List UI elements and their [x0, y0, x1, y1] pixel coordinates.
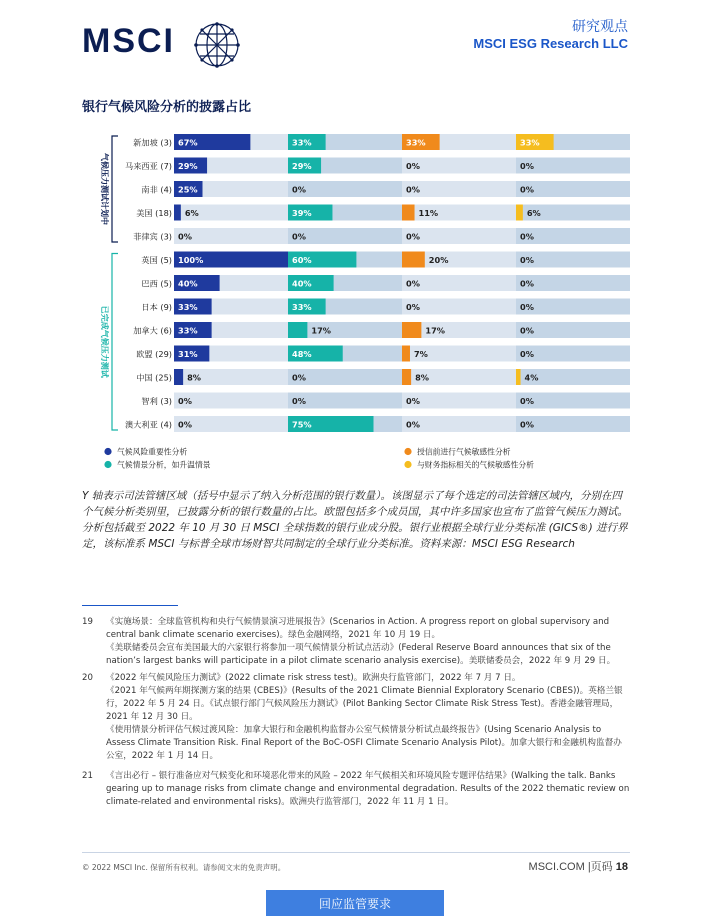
data-label: 0%	[520, 396, 534, 406]
data-label: 11%	[418, 208, 439, 218]
globe-icon	[192, 20, 242, 70]
footer-page-number: 18	[615, 861, 628, 873]
data-label: 33%	[292, 302, 312, 312]
category-label: 美国 (18)	[136, 208, 172, 218]
legend-marker	[404, 461, 411, 468]
data-label: 8%	[187, 372, 202, 383]
footnote-line: 《实施场景：全球监管机构和央行气候情景演习进展报告》(Scenarios in Action. A progress report on global supervisory and central bank climate scenario exercises)。绿色金融网络，2021 年 10 月 19 日。	[106, 617, 610, 640]
bar	[174, 369, 183, 385]
footnote-number: 21	[82, 771, 93, 781]
legend-label: 气候风险重要性分析	[117, 447, 188, 457]
footer-page-label: |页码	[587, 861, 613, 873]
data-label: 0%	[520, 419, 534, 430]
data-label: 0%	[406, 419, 420, 430]
data-label: 0%	[406, 184, 420, 195]
bar	[402, 369, 411, 385]
data-label: 67%	[178, 137, 198, 148]
bar	[174, 205, 181, 221]
data-label: 6%	[184, 208, 199, 218]
header-title-cn: 研究观点	[572, 19, 628, 35]
data-label: 0%	[292, 184, 306, 195]
footnote	[82, 770, 630, 809]
header-title-en: MSCI ESG Research LLC	[473, 36, 628, 51]
data-label: 75%	[292, 419, 312, 430]
data-label: 40%	[178, 278, 198, 289]
footer-divider	[82, 852, 630, 853]
data-label: 17%	[311, 325, 331, 336]
data-label: 40%	[292, 278, 312, 289]
group-label: 已完成气候压力测试	[100, 305, 109, 378]
footnote-line: 《美联储委员会宣布美国最大的六家银行将参加一项气候情景分析试点活动》(Federal Reserve Board announces that six of the nation’s largest banks will participate in a pilot climate scenario analysis exercise)。美联储委员会，2022 年 9 月 29 日。	[106, 643, 616, 666]
data-label: 39%	[292, 208, 312, 218]
data-label: 6%	[526, 208, 541, 218]
data-label: 0%	[520, 161, 534, 171]
footer-page-info	[529, 858, 628, 874]
footnote-line: 《使用情景分析评估气候过渡风险：加拿大银行和金融机构监督办公室气候情景分析试点最终报告》(Using Scenario Analysis to Assess Climate Transition Risk. Final Report of the BoC-OSFI Climate Scenario Analysis Pilot)。加拿大银行和金融机构监督办公室，2022 年 1 月 14 日。	[106, 725, 622, 761]
data-label: 0%	[292, 231, 306, 242]
data-label: 0%	[406, 302, 420, 312]
category-label: 欧盟 (29)	[136, 349, 172, 359]
data-label: 0%	[292, 396, 306, 406]
data-label: 0%	[520, 255, 534, 265]
footnote-number: 20	[82, 673, 93, 683]
data-label: 7%	[413, 349, 428, 359]
category-label: 南非 (4)	[141, 184, 172, 195]
data-label: 0%	[520, 302, 534, 312]
bar	[402, 322, 421, 338]
data-label: 33%	[178, 302, 198, 312]
data-label: 29%	[292, 161, 312, 171]
category-label: 日本 (9)	[141, 302, 172, 312]
data-label: 60%	[292, 255, 312, 265]
data-label: 31%	[178, 349, 198, 359]
footer-copyright: © 2022 MSCI Inc. 保留所有权利。请参阅文末的免责声明。	[82, 863, 286, 872]
footnote-line: 《言出必行 – 银行准备应对气候变化和环境恶化带来的风险 – 2022 年气候相关和环境风险专题评估结果》(Walking the talk. Banks gearing up to manage risks from climate change and environmental degradation. Results of the 2022 thematic review on climate-related and environmental risks)。欧洲央行监管部门，2022 年 11 月 1 日。	[106, 771, 630, 807]
data-label: 0%	[520, 349, 534, 359]
category-label: 中国 (25)	[136, 372, 172, 383]
bar	[288, 322, 307, 338]
data-label: 33%	[292, 137, 312, 148]
data-label: 0%	[292, 372, 306, 383]
category-label: 智利 (3)	[141, 396, 172, 406]
data-label: 20%	[428, 255, 449, 265]
data-label: 8%	[415, 372, 430, 383]
group-label: 气候压力测试计划中	[100, 153, 109, 225]
category-label: 新加坡 (3)	[133, 137, 172, 148]
bar	[402, 346, 410, 362]
data-label: 33%	[406, 137, 426, 148]
data-label: 0%	[520, 325, 534, 336]
bar	[402, 205, 415, 221]
data-label: 0%	[406, 278, 420, 289]
bar-chart	[82, 126, 630, 476]
footnote-number: 19	[82, 617, 93, 627]
bar	[516, 205, 523, 221]
data-label: 0%	[520, 231, 534, 242]
data-label: 0%	[406, 161, 420, 171]
category-label: 加拿大 (6)	[133, 325, 172, 336]
legend-marker	[404, 448, 411, 455]
legend-marker	[104, 448, 111, 455]
legend-label: 与财务指标相关的气候敏感性分析	[417, 460, 534, 470]
data-label: 25%	[178, 184, 198, 195]
bar	[402, 252, 425, 268]
data-label: 4%	[524, 372, 539, 383]
footnote-line: 《2021 年气候两年期探测方案的结果 (CBES)》(Results of the 2021 Climate Biennial Exploratory Scenario (CBES))。英格兰银行，2022 年 5 月 24 日。《试点银行部门气候风险压力测试》(Pilot Banking Sector Climate Risk Stress Test)。香港金融管理局，2021 年 12 月 30 日。	[106, 686, 623, 722]
data-label: 0%	[520, 278, 534, 289]
logo-wordmark: MSCI	[82, 22, 175, 60]
category-label: 菲律宾 (3)	[133, 231, 172, 242]
category-label: 英国 (5)	[141, 255, 172, 265]
footer-site: MSCI.COM	[528, 861, 585, 873]
data-label: 0%	[406, 396, 420, 406]
footnote-body	[106, 672, 630, 763]
category-label: 澳大利亚 (4)	[125, 419, 172, 430]
data-label: 33%	[178, 325, 198, 336]
group-bracket	[112, 136, 118, 242]
data-label: 0%	[178, 396, 192, 406]
data-label: 0%	[178, 231, 192, 242]
bar	[516, 369, 521, 385]
footnote-body	[106, 770, 630, 809]
regulatory-response-button[interactable]: 回应监管要求	[266, 890, 444, 916]
legend-marker	[104, 461, 111, 468]
footnote-divider	[82, 605, 178, 606]
data-label: 33%	[520, 137, 540, 148]
group-bracket	[112, 254, 118, 431]
footnote-body	[106, 616, 630, 668]
data-label: 0%	[406, 231, 420, 242]
footnote	[82, 616, 630, 668]
data-label: 29%	[178, 161, 198, 171]
legend-label: 气候情景分析，如升温情景	[117, 460, 211, 470]
data-label: 0%	[520, 184, 534, 195]
category-label: 马来西亚 (7)	[125, 161, 172, 171]
data-label: 100%	[178, 255, 204, 265]
chart-caption: Y 轴表示司法管辖区域（括号中显示了纳入分析范围的银行数量）。该图显示了每个选定的司法管辖区域内，分别在四个气候分析类别里，已披露分析的银行数量的占比。欧盟包括多个成员国，其中许多国家也宣布了监管气候压力测试。分析包括截至 2022 年 10 月 30 日 MSCI 全球指数的银行业成分股。银行业根据全球行业分类标准 (GICS®) 进行界定，该标准系 MSCI 与标普全球市场财智共同制定的全球行业分类标准。资料来源：MSCI ESG Research	[82, 490, 628, 550]
data-label: 48%	[292, 349, 312, 359]
footnote	[82, 672, 630, 763]
legend-label: 授信前进行气候敏感性分析	[417, 447, 511, 457]
data-label: 0%	[178, 419, 192, 430]
footnote-line: 《2022 年气候风险压力测试》(2022 climate risk stress test)。欧洲央行监管部门，2022 年 7 月 7 日。	[106, 673, 521, 683]
category-label: 巴西 (5)	[141, 278, 172, 289]
data-label: 17%	[425, 325, 445, 336]
chart-title: 银行气候风险分析的披露占比	[82, 100, 252, 115]
